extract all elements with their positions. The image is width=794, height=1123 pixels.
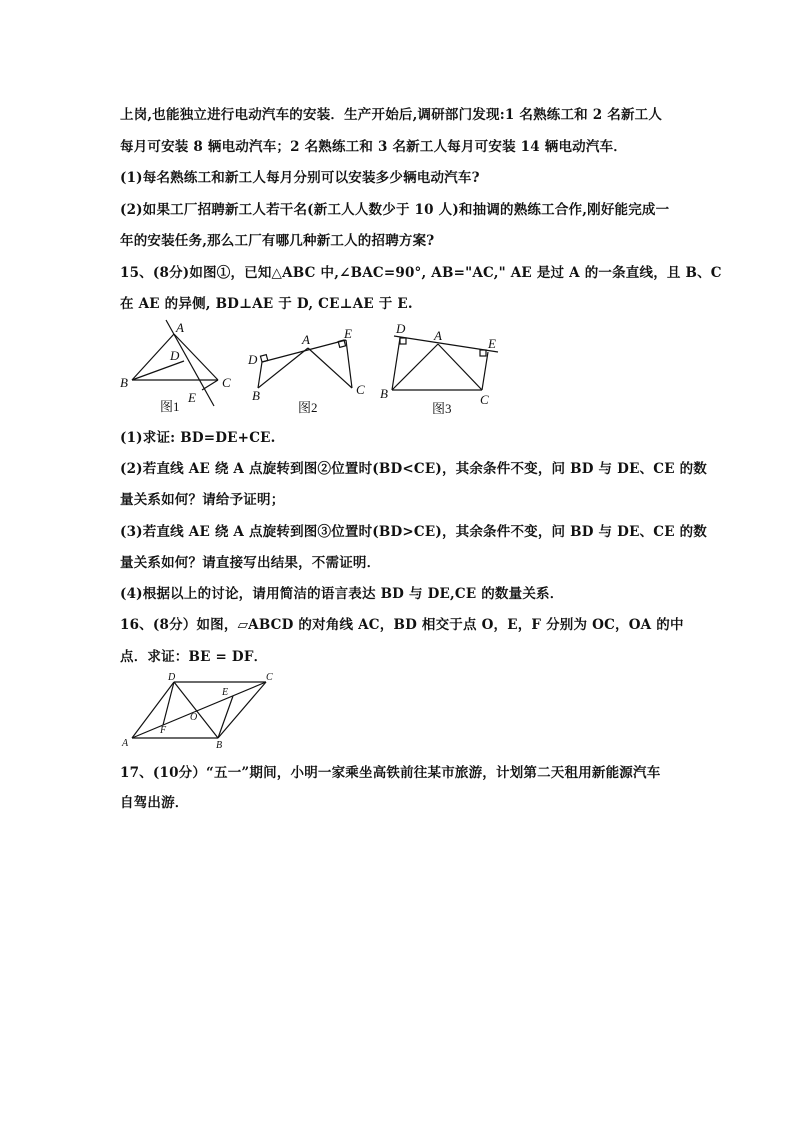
label-e: E (222, 687, 229, 698)
text-line: (2)若直线 AE 绕 A 点旋转到图②位置时(BD<CE)，其余条件不变，问 BD 与 DE、CE 的数 (120, 461, 707, 477)
label-b: B (216, 740, 223, 750)
figure-2-caption: 图2 (298, 400, 318, 414)
label-d: D (396, 321, 406, 336)
label-a: A (122, 738, 129, 749)
label-b: B (120, 375, 128, 390)
text-line: (4)根据以上的讨论，请用简洁的语言表达 BD 与 DE,CE 的数量关系． (120, 586, 564, 602)
text-line: 点．求证：BE = DF． (120, 649, 268, 665)
text-line: (2)如果工厂招聘新工人若干名(新工人人数少于 10 人)和抽调的熟练工合作,刚好能完成一 (120, 202, 670, 218)
label-e: E (188, 390, 196, 405)
text-line: (3)若直线 AE 绕 A 点旋转到图③位置时(BD>CE)，其余条件不变，问 BD 与 DE、CE 的数 (120, 524, 707, 540)
text-line: (1)每名熟练工和新工人每月分别可以安装多少辆电动汽车? (120, 170, 480, 186)
figure-1 (114, 316, 244, 414)
figure-3-caption: 图3 (432, 401, 452, 414)
label-c: C (266, 672, 273, 683)
figure-1-caption: 图1 (160, 399, 180, 414)
figure-2 (244, 326, 374, 414)
label-o: O (190, 712, 198, 723)
label-e: E (344, 326, 352, 341)
question-16-line: 16、(8分）如图，▱ABCD 的对角线 AC，BD 相交于点 O，E，F 分别为 OC，OA 的中 (120, 617, 684, 633)
question-15-line: 15、(8分)如图①，已知△ABC 中,∠BAC=90°, AB="AC," AE 是过 A 的一条直线，且 B、C (120, 265, 722, 281)
label-a: A (302, 332, 310, 347)
label-b: B (252, 388, 260, 403)
text-line: 上岗,也能独立进行电动汽车的安装．生产开始后,调研部门发现:1 名熟练工和 2 名新工人 (120, 107, 663, 123)
label-c: C (480, 392, 489, 407)
text-line: 年的安装任务,那么工厂有哪几种新工人的招聘方案? (120, 233, 435, 249)
label-c: C (356, 382, 365, 397)
label-b: B (380, 386, 388, 401)
label-e: E (488, 336, 496, 351)
text-line: (1)求证: BD=DE+CE. (120, 430, 276, 446)
label-a: A (434, 328, 442, 343)
label-d: D (248, 352, 258, 367)
text-line: 量关系如何？请直接写出结果，不需证明． (120, 555, 381, 571)
text-line: 每月可安装 8 辆电动汽车；2 名熟练工和 3 名新工人每月可安装 14 辆电动汽车． (120, 139, 627, 155)
text-line: 量关系如何？请给予证明； (120, 492, 285, 508)
label-d: D (170, 348, 180, 363)
label-f: F (160, 725, 167, 736)
question-17-line: 17、(10分）“五一”期间，小明一家乘坐高铁前往某市旅游，计划第二天租用新能源汽车 (120, 765, 661, 781)
figure-3 (378, 318, 508, 414)
figure-4 (118, 670, 278, 750)
label-c: C (222, 375, 231, 390)
text-line: 在 AE 的异侧, BD⊥AE 于 D, CE⊥AE 于 E. (120, 296, 413, 312)
label-d: D (168, 672, 176, 683)
text-line: 自驾出游． (120, 795, 189, 811)
label-a: A (176, 320, 184, 335)
